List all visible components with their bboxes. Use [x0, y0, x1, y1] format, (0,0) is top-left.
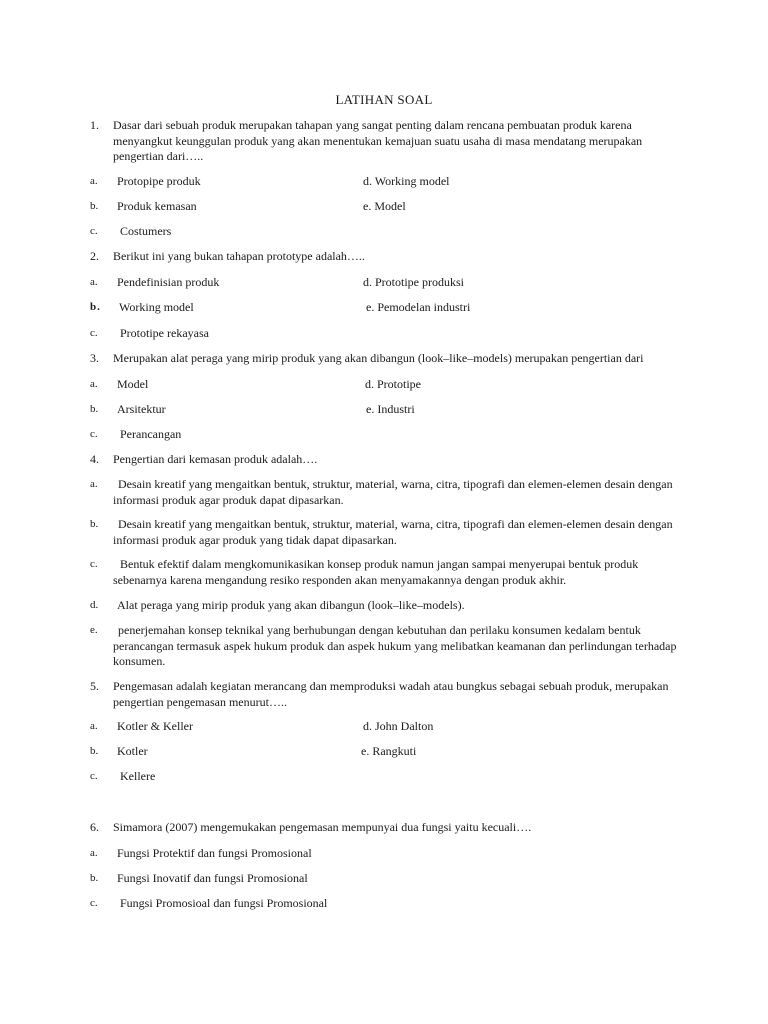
question-text: Merupakan alat peraga yang mirip produk yang akan dibangun (look–like–models) merupakan pengertian dari — [113, 351, 644, 365]
option-letter: b. — [90, 745, 99, 757]
question-text: Simamora (2007) mengemukakan pengemasan mempunyai dua fungsi yaitu kecuali…. — [113, 820, 532, 834]
option-letter: d. — [90, 599, 99, 611]
option-b: Produk kemasan — [117, 199, 197, 213]
option-letter: b. — [90, 301, 101, 313]
option-b: Kotler — [117, 744, 148, 758]
question-text: Berikut ini yang bukan tahapan prototype adalah….. — [113, 249, 365, 263]
question-number: 3. — [90, 351, 99, 365]
option-c: Kellere — [120, 769, 156, 783]
option-letter: c. — [90, 897, 98, 909]
option-e: e. Rangkuti — [361, 744, 417, 758]
question-text: Pengertian dari kemasan produk adalah…. — [113, 452, 318, 466]
option-letter: c. — [90, 225, 98, 237]
option-d: d. Prototipe produksi — [363, 275, 464, 289]
option-letter: c. — [90, 327, 98, 339]
option-b: Arsitektur — [117, 402, 166, 416]
option-e: penerjemahan konsep teknikal yang berhubungan dengan kebutuhan dan perilaku konsumen kedalam bentuk perancangan termasuk aspek hukum produk dan aspek hukum yang melibatkan keamanan dan perlindungan terhadap konsumen. — [113, 623, 677, 668]
option-letter: a. — [90, 175, 98, 187]
option-c: Prototipe rekayasa — [120, 326, 209, 340]
option-letter: a. — [90, 720, 98, 732]
option-a: Protopipe produk — [117, 174, 201, 188]
option-letter: b. — [90, 518, 99, 530]
option-letter: b. — [90, 403, 99, 415]
option-e: e. Pemodelan industri — [366, 300, 471, 314]
option-e: e. Industri — [366, 402, 415, 416]
question-number: 4. — [90, 452, 99, 466]
option-letter: a. — [90, 378, 98, 390]
option-letter: c. — [90, 558, 98, 570]
question-text: Pengemasan adalah kegiatan merancang dan memproduksi wadah atau bungkus sebagai sebuah produk, merupakan pengertian pengemasan menurut….. — [113, 679, 669, 709]
option-b: Working model — [119, 300, 194, 314]
option-a: Pendefinisian produk — [117, 275, 220, 289]
option-letter: a. — [90, 478, 98, 490]
option-b: Fungsi Inovatif dan fungsi Promosional — [117, 871, 308, 885]
question-text: Dasar dari sebuah produk merupakan tahapan yang sangat penting dalam rencana pembuatan produk karena menyangkut keunggulan produk yang akan menentukan kemajuan suatu usaha di masa mendatang merupakan pengertian dari….. — [113, 118, 643, 163]
option-d: d. Working model — [363, 174, 450, 188]
option-letter: e. — [90, 624, 98, 636]
question-number: 6. — [90, 820, 99, 834]
question-number: 1. — [90, 118, 99, 132]
option-letter: b. — [90, 872, 99, 884]
option-c: Costumers — [120, 224, 172, 238]
option-b: Desain kreatif yang mengaitkan bentuk, struktur, material, warna, citra, tipografi dan elemen-elemen desain dengan informasi produk agar produk yang tidak dapat dipasarkan. — [113, 517, 673, 547]
option-d: Alat peraga yang mirip produk yang akan dibangun (look–like–models). — [117, 598, 465, 612]
option-c: Perancangan — [120, 427, 182, 441]
option-a: Model — [117, 377, 149, 391]
option-letter: a. — [90, 276, 98, 288]
option-letter: c. — [90, 770, 98, 782]
option-a: Desain kreatif yang mengaitkan bentuk, struktur, material, warna, citra, tipografi dan elemen-elemen desain dengan informasi produk agar produk dapat dipasarkan. — [113, 477, 673, 507]
option-d: d. Prototipe — [365, 377, 421, 391]
option-a: Kotler & Keller — [117, 719, 193, 733]
question-number: 2. — [90, 249, 99, 263]
option-d: d. John Dalton — [363, 719, 434, 733]
option-letter: a. — [90, 847, 98, 859]
option-a: Fungsi Protektif dan fungsi Promosional — [117, 846, 312, 860]
page-title: LATIHAN SOAL — [335, 92, 433, 107]
option-c: Bentuk efektif dalam mengkomunikasikan konsep produk namun jangan sampai menyerupai bentuk produk sebenarnya karena mengandung resiko responden akan menyamakannya dengan produk akhir. — [113, 557, 639, 587]
option-e: e. Model — [363, 199, 406, 213]
option-letter: c. — [90, 428, 98, 440]
option-letter: b. — [90, 200, 99, 212]
option-c: Fungsi Promosioal dan fungsi Promosional — [120, 896, 328, 910]
question-number: 5. — [90, 679, 99, 693]
